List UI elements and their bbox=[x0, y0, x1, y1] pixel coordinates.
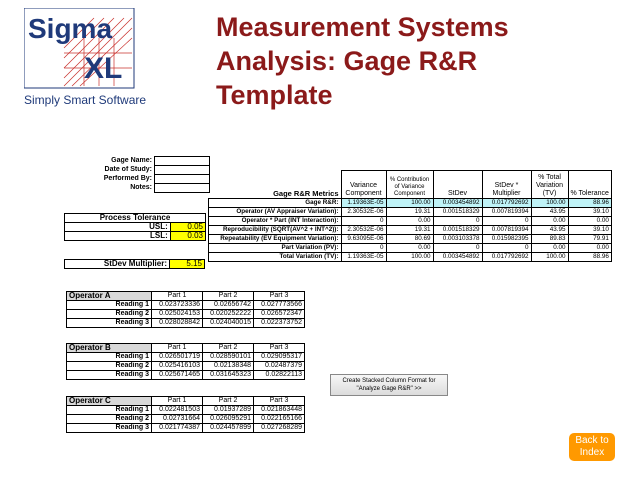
metrics-row-label: Reproducibility (SQRT(AV^2 + INT^2)): bbox=[209, 226, 342, 235]
sigmaxl-logo bbox=[24, 8, 204, 116]
metrics-cell: 0 bbox=[433, 217, 482, 226]
metrics-cell: 100.00 bbox=[386, 253, 433, 262]
reading-cell[interactable]: 0.028028842 bbox=[152, 319, 203, 328]
reading-cell[interactable]: 0.031645323 bbox=[203, 371, 254, 380]
reading-row bbox=[67, 310, 305, 319]
metrics-cell: 0 bbox=[341, 244, 386, 253]
reading-label: Reading 3 bbox=[67, 371, 152, 380]
reading-cell[interactable]: 0.022481503 bbox=[152, 406, 203, 415]
gage-name-label: Gage Name: bbox=[111, 157, 152, 164]
performed-by-label: Performed By: bbox=[103, 175, 152, 182]
usl-input[interactable]: 0.05 bbox=[170, 223, 205, 232]
reading-row bbox=[67, 371, 305, 380]
metrics-row-label: Operator (AV Appraiser Variation): bbox=[209, 208, 342, 217]
lsl-input[interactable]: 0.03 bbox=[170, 232, 205, 241]
lsl-label: LSL: bbox=[65, 232, 171, 241]
reading-cell[interactable]: 0.022373752 bbox=[254, 319, 305, 328]
reading-cell[interactable]: 0.028590101 bbox=[203, 353, 254, 362]
back-to-index-button[interactable]: Back to Index bbox=[569, 433, 615, 461]
notes-label: Notes: bbox=[130, 184, 152, 191]
reading-cell[interactable]: 0.02731664 bbox=[152, 415, 203, 424]
metrics-cell: 79.91 bbox=[568, 235, 611, 244]
reading-cell[interactable]: 0.022165166 bbox=[254, 415, 305, 424]
stdev-multiplier-label: StDev Multiplier: bbox=[65, 260, 170, 269]
metrics-cell: 0.001518329 bbox=[433, 208, 482, 217]
part-header: Part 2 bbox=[203, 292, 254, 301]
reading-label: Reading 1 bbox=[67, 353, 152, 362]
metrics-cell: 0 bbox=[341, 217, 386, 226]
stdev-multiplier-block bbox=[64, 259, 205, 269]
metrics-cell: 0.001518329 bbox=[433, 226, 482, 235]
metrics-cell: 43.95 bbox=[531, 226, 568, 235]
metrics-row-label: Repeatability (EV Equipment Variation): bbox=[209, 235, 342, 244]
reading-cell[interactable]: 0.021774387 bbox=[152, 424, 203, 433]
metrics-cell: 0.017792692 bbox=[482, 253, 531, 262]
reading-cell[interactable]: 0.02822113 bbox=[254, 371, 305, 380]
gage-info-block bbox=[66, 156, 210, 193]
metrics-cell: 0.003103378 bbox=[433, 235, 482, 244]
header-stdev: StDev bbox=[433, 171, 482, 199]
reading-label: Reading 1 bbox=[67, 406, 152, 415]
operator-name: Operator C bbox=[67, 397, 152, 406]
date-of-study-label: Date of Study: bbox=[104, 166, 152, 173]
part-header: Part 3 bbox=[254, 397, 305, 406]
metrics-cell: 0 bbox=[482, 244, 531, 253]
reading-cell[interactable]: 0.021863448 bbox=[254, 406, 305, 415]
metrics-cell: 0.003454892 bbox=[433, 199, 482, 208]
reading-row bbox=[67, 415, 305, 424]
reading-row bbox=[67, 406, 305, 415]
reading-cell[interactable]: 0.025024153 bbox=[152, 310, 203, 319]
metrics-row bbox=[209, 217, 612, 226]
header-pct-total-variation: % Total Variation (TV) bbox=[531, 171, 568, 199]
header-pct-tolerance: % Tolerance bbox=[568, 171, 611, 199]
reading-cell[interactable]: 0.024040015 bbox=[203, 319, 254, 328]
metrics-title: Gage R&R Metrics bbox=[273, 189, 339, 198]
operator-table bbox=[66, 291, 305, 328]
metrics-cell: 1.19363E-05 bbox=[341, 199, 386, 208]
reading-cell[interactable]: 0.026572347 bbox=[254, 310, 305, 319]
performed-by-field[interactable] bbox=[155, 175, 210, 184]
metrics-cell: 0.00 bbox=[568, 244, 611, 253]
reading-cell[interactable]: 0.020252222 bbox=[203, 310, 254, 319]
metrics-row bbox=[209, 244, 612, 253]
part-header: Part 3 bbox=[254, 344, 305, 353]
metrics-cell: 2.30532E-06 bbox=[341, 208, 386, 217]
metrics-row-label: Operator * Part (INT Interaction): bbox=[209, 217, 342, 226]
reading-cell[interactable]: 0.01937289 bbox=[203, 406, 254, 415]
metrics-cell: 0.00 bbox=[531, 217, 568, 226]
process-tolerance-block bbox=[64, 213, 206, 241]
metrics-row bbox=[209, 226, 612, 235]
reading-row bbox=[67, 319, 305, 328]
usl-label: USL: bbox=[65, 223, 171, 232]
part-header: Part 1 bbox=[152, 344, 203, 353]
gage-rr-metrics-table bbox=[208, 170, 612, 262]
process-tolerance-header: Process Tolerance bbox=[65, 214, 206, 223]
metrics-cell: 100.00 bbox=[386, 199, 433, 208]
metrics-row-label: Part Variation (PV): bbox=[209, 244, 342, 253]
metrics-cell: 88.96 bbox=[568, 199, 611, 208]
metrics-cell: 0.007819394 bbox=[482, 208, 531, 217]
metrics-cell: 39.10 bbox=[568, 208, 611, 217]
metrics-cell: 0.017792692 bbox=[482, 199, 531, 208]
part-header: Part 3 bbox=[254, 292, 305, 301]
header-stdev-multiplier: StDev * Multiplier bbox=[482, 171, 531, 199]
reading-cell[interactable]: 0.026095291 bbox=[203, 415, 254, 424]
gage-name-field[interactable] bbox=[155, 157, 210, 166]
logo-tagline: Simply Smart Software bbox=[24, 93, 147, 107]
reading-label: Reading 2 bbox=[67, 310, 152, 319]
metrics-row-label: Gage R&R: bbox=[209, 199, 342, 208]
reading-label: Reading 2 bbox=[67, 362, 152, 371]
reading-label: Reading 3 bbox=[67, 424, 152, 433]
reading-label: Reading 3 bbox=[67, 319, 152, 328]
operator-name: Operator B bbox=[67, 344, 152, 353]
metrics-cell: 39.10 bbox=[568, 226, 611, 235]
metrics-cell: 43.95 bbox=[531, 208, 568, 217]
metrics-row bbox=[209, 199, 612, 208]
metrics-cell: 0.007819394 bbox=[482, 226, 531, 235]
reading-label: Reading 2 bbox=[67, 415, 152, 424]
part-header: Part 2 bbox=[203, 397, 254, 406]
metrics-cell: 80.69 bbox=[386, 235, 433, 244]
logo-sigma: Sigma bbox=[28, 13, 113, 44]
reading-cell[interactable]: 0.027268289 bbox=[254, 424, 305, 433]
create-stacked-format-button[interactable]: Create Stacked Column Format for "Analyze Gage R&R" >> bbox=[330, 374, 448, 396]
reading-cell[interactable]: 0.023723336 bbox=[152, 301, 203, 310]
metrics-cell: 2.30532E-06 bbox=[341, 226, 386, 235]
header-pct-contribution: % Contribution of Variance Component bbox=[386, 171, 433, 199]
metrics-cell: 0.00 bbox=[531, 244, 568, 253]
stdev-multiplier-input[interactable]: 5.15 bbox=[170, 260, 205, 269]
operator-name: Operator A bbox=[67, 292, 152, 301]
reading-row bbox=[67, 353, 305, 362]
reading-row bbox=[67, 424, 305, 433]
reading-cell[interactable]: 0.029095317 bbox=[254, 353, 305, 362]
reading-cell[interactable]: 0.027773566 bbox=[254, 301, 305, 310]
metrics-cell: 88.96 bbox=[568, 253, 611, 262]
metrics-body bbox=[209, 199, 612, 262]
metrics-cell: 0.00 bbox=[568, 217, 611, 226]
metrics-cell: 1.19363E-05 bbox=[341, 253, 386, 262]
date-of-study-field[interactable] bbox=[155, 166, 210, 175]
header-variance-component: Variance Component bbox=[341, 171, 386, 199]
reading-cell[interactable]: 0.025416103 bbox=[152, 362, 203, 371]
reading-row bbox=[67, 362, 305, 371]
part-header: Part 1 bbox=[152, 397, 203, 406]
metrics-cell: 100.00 bbox=[531, 199, 568, 208]
notes-field[interactable] bbox=[155, 184, 210, 193]
reading-cell[interactable]: 0.02487379 bbox=[254, 362, 305, 371]
reading-label: Reading 1 bbox=[67, 301, 152, 310]
metrics-cell: 0 bbox=[482, 217, 531, 226]
metrics-row-label: Total Variation (TV): bbox=[209, 253, 342, 262]
logo-graphic bbox=[24, 8, 204, 116]
metrics-cell: 100.00 bbox=[531, 253, 568, 262]
metrics-cell: 0.00 bbox=[386, 244, 433, 253]
metrics-cell: 0.015982395 bbox=[482, 235, 531, 244]
page-title: Measurement Systems Analysis: Gage R&R Template bbox=[216, 12, 509, 110]
metrics-row bbox=[209, 208, 612, 217]
reading-cell[interactable]: 0.026501719 bbox=[152, 353, 203, 362]
metrics-cell: 19.31 bbox=[386, 208, 433, 217]
metrics-cell: 9.63095E-06 bbox=[341, 235, 386, 244]
reading-cell[interactable]: 0.02656742 bbox=[203, 301, 254, 310]
metrics-cell: 0.00 bbox=[386, 217, 433, 226]
metrics-row bbox=[209, 235, 612, 244]
metrics-cell: 0.003454892 bbox=[433, 253, 482, 262]
operator-table bbox=[66, 343, 305, 380]
part-header: Part 1 bbox=[152, 292, 203, 301]
metrics-cell: 89.83 bbox=[531, 235, 568, 244]
part-header: Part 2 bbox=[203, 344, 254, 353]
metrics-cell: 0 bbox=[433, 244, 482, 253]
reading-row bbox=[67, 301, 305, 310]
logo-xl: XL bbox=[84, 52, 123, 85]
reading-cell[interactable]: 0.024457899 bbox=[203, 424, 254, 433]
metrics-row bbox=[209, 253, 612, 262]
operator-table bbox=[66, 396, 305, 433]
reading-cell[interactable]: 0.02138348 bbox=[203, 362, 254, 371]
reading-cell[interactable]: 0.025671465 bbox=[152, 371, 203, 380]
metrics-cell: 19.31 bbox=[386, 226, 433, 235]
